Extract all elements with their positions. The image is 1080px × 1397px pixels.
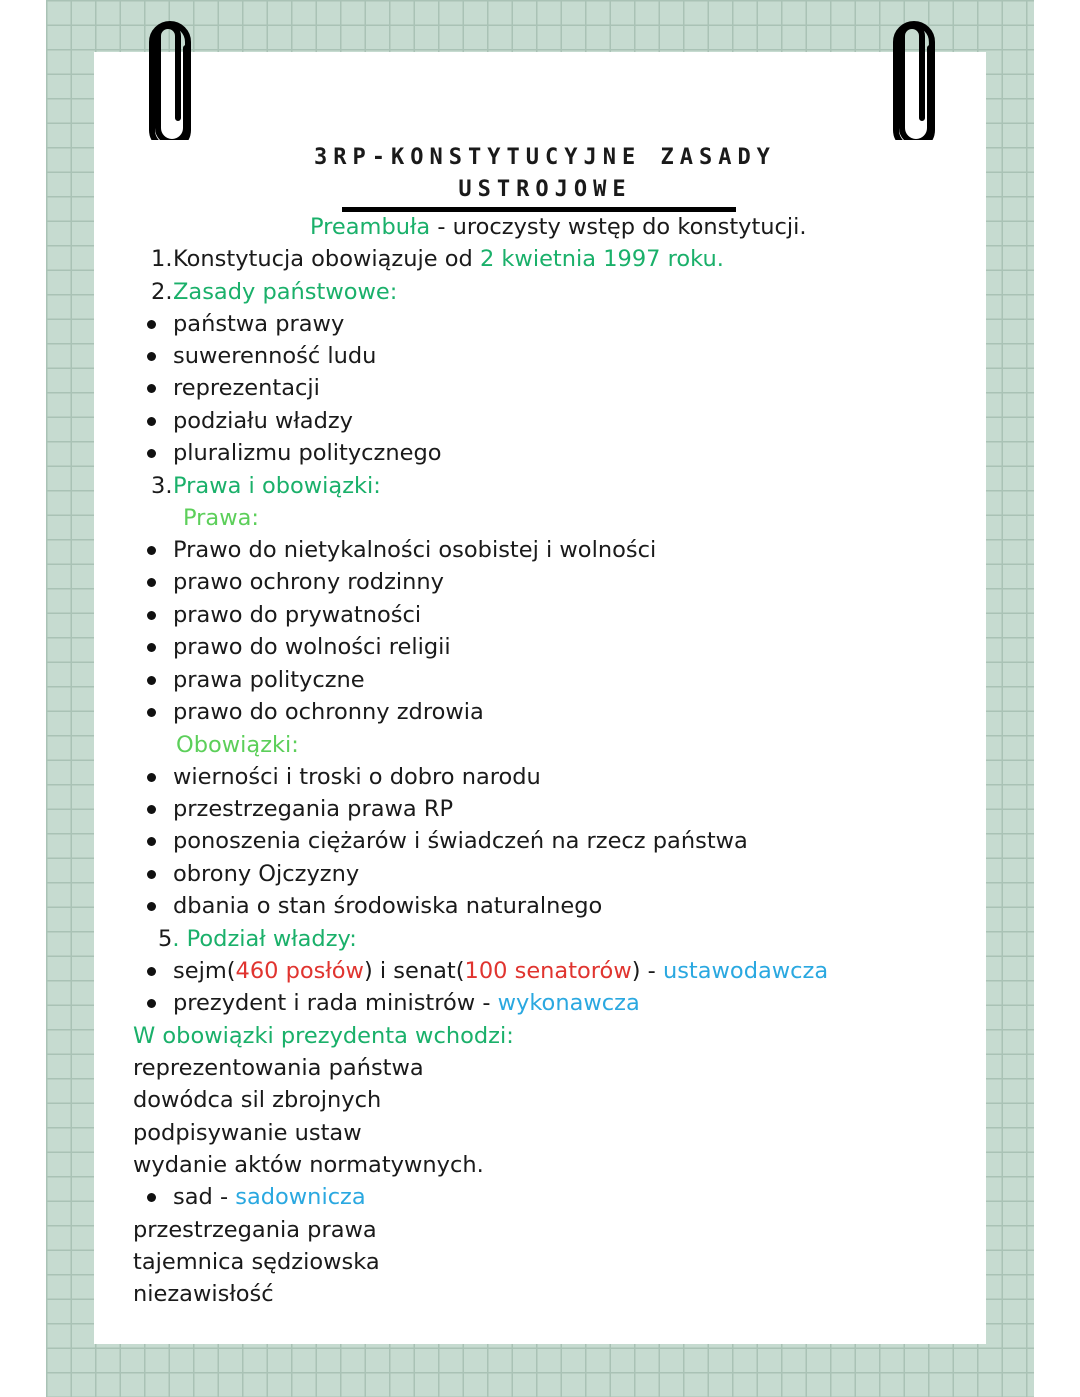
right-item: prawo do ochronny zdrowia bbox=[173, 699, 484, 725]
item5-number: 5 bbox=[158, 926, 173, 952]
duty-item: przestrzegania prawa RP bbox=[173, 796, 454, 822]
item1-number: 1. bbox=[151, 246, 173, 272]
duty-item: wierności i troski o dobro narodu bbox=[173, 764, 541, 790]
president-heading: W obowiązki prezydenta wchodzi: bbox=[133, 1023, 514, 1049]
right-item: prawo ochrony rodzinny bbox=[173, 569, 444, 595]
preamble-term: Preambuła bbox=[310, 214, 431, 240]
bullet-icon bbox=[147, 902, 156, 911]
bullet-icon bbox=[147, 805, 156, 814]
executive-label: wykonawcza bbox=[497, 990, 640, 1016]
principle-item: pluralizmu politycznego bbox=[173, 440, 442, 466]
bullet-icon bbox=[147, 546, 156, 555]
bullet-icon bbox=[147, 643, 156, 652]
president-duty: wydanie aktów normatywnych. bbox=[133, 1152, 484, 1178]
bullet-icon bbox=[147, 676, 156, 685]
sejm-count: 460 posłów bbox=[235, 958, 364, 984]
right-item: Prawo do nietykalności osobistej i wolności bbox=[173, 537, 657, 563]
item2-number: 2. bbox=[151, 279, 173, 305]
rights-heading: Prawa: bbox=[183, 505, 259, 531]
executive-text: prezydent i rada ministrów - bbox=[173, 990, 498, 1016]
bullet-icon bbox=[147, 999, 156, 1008]
page-title-line2: USTROJOWE bbox=[458, 177, 632, 202]
bullet-icon bbox=[147, 578, 156, 587]
president-duty: reprezentowania państwa bbox=[133, 1055, 424, 1081]
bullet-icon bbox=[147, 1193, 156, 1202]
bullet-icon bbox=[147, 837, 156, 846]
principle-item: suwerenność ludu bbox=[173, 343, 377, 369]
bullet-icon bbox=[147, 352, 156, 361]
legislative-text-a: sejm( bbox=[173, 958, 236, 984]
judiciary-item: tajemnica sędziowska bbox=[133, 1249, 380, 1275]
right-item: prawa polityczne bbox=[173, 667, 365, 693]
bullet-icon bbox=[147, 384, 156, 393]
principle-item: podziału władzy bbox=[173, 408, 353, 434]
judiciary-label: sadownicza bbox=[235, 1184, 366, 1210]
bullet-icon bbox=[147, 449, 156, 458]
senate-count: 100 senatorów bbox=[464, 958, 632, 984]
duties-heading: Obowiązki: bbox=[176, 732, 299, 758]
right-item: prawo do prywatności bbox=[173, 602, 422, 628]
power-judiciary bbox=[173, 1183, 366, 1211]
judiciary-text: sad - bbox=[173, 1184, 236, 1210]
item5-heading: . Podział władzy: bbox=[172, 926, 357, 952]
bullet-icon bbox=[147, 967, 156, 976]
bullet-icon bbox=[147, 870, 156, 879]
item3-number: 3. bbox=[151, 473, 173, 499]
principle-item: państwa prawy bbox=[173, 311, 345, 337]
item1-text: Konstytucja obowiązuje od bbox=[173, 246, 480, 272]
principle-item: reprezentacji bbox=[173, 375, 320, 401]
item5-line bbox=[158, 925, 357, 953]
bullet-icon bbox=[147, 320, 156, 329]
bullet-icon bbox=[147, 773, 156, 782]
president-duty: podpisywanie ustaw bbox=[133, 1120, 362, 1146]
legislative-text-c: ) - bbox=[631, 958, 663, 984]
page-title-line1: 3RP-KONSTYTUCYJNE ZASADY bbox=[314, 145, 776, 170]
item2-heading: Zasady państwowe: bbox=[173, 279, 398, 305]
item1-line bbox=[173, 245, 724, 273]
preamble-line bbox=[310, 213, 807, 241]
right-item: prawo do wolności religii bbox=[173, 634, 451, 660]
judiciary-item: przestrzegania prawa bbox=[133, 1217, 377, 1243]
bullet-icon bbox=[147, 611, 156, 620]
duty-item: obrony Ojczyzny bbox=[173, 861, 360, 887]
preamble-definition: - uroczysty wstęp do konstytucji. bbox=[430, 214, 807, 240]
duty-item: dbania o stan środowiska naturalnego bbox=[173, 893, 603, 919]
bullet-icon bbox=[147, 417, 156, 426]
president-duty: dowódca sil zbrojnych bbox=[133, 1087, 382, 1113]
legislative-text-b: ) i senat( bbox=[363, 958, 465, 984]
judiciary-item: niezawisłość bbox=[133, 1281, 274, 1307]
power-executive bbox=[173, 989, 640, 1017]
item1-date: 2 kwietnia 1997 roku. bbox=[479, 246, 724, 272]
item3-heading: Prawa i obowiązki: bbox=[173, 473, 381, 499]
title-underline bbox=[342, 207, 736, 212]
paperclip-left-icon bbox=[138, 20, 202, 140]
duty-item: ponoszenia ciężarów i świadczeń na rzecz państwa bbox=[173, 828, 748, 854]
legislative-label: ustawodawcza bbox=[662, 958, 829, 984]
power-legislative bbox=[173, 957, 828, 985]
bullet-icon bbox=[147, 708, 156, 717]
paperclip-right-icon bbox=[882, 20, 946, 140]
